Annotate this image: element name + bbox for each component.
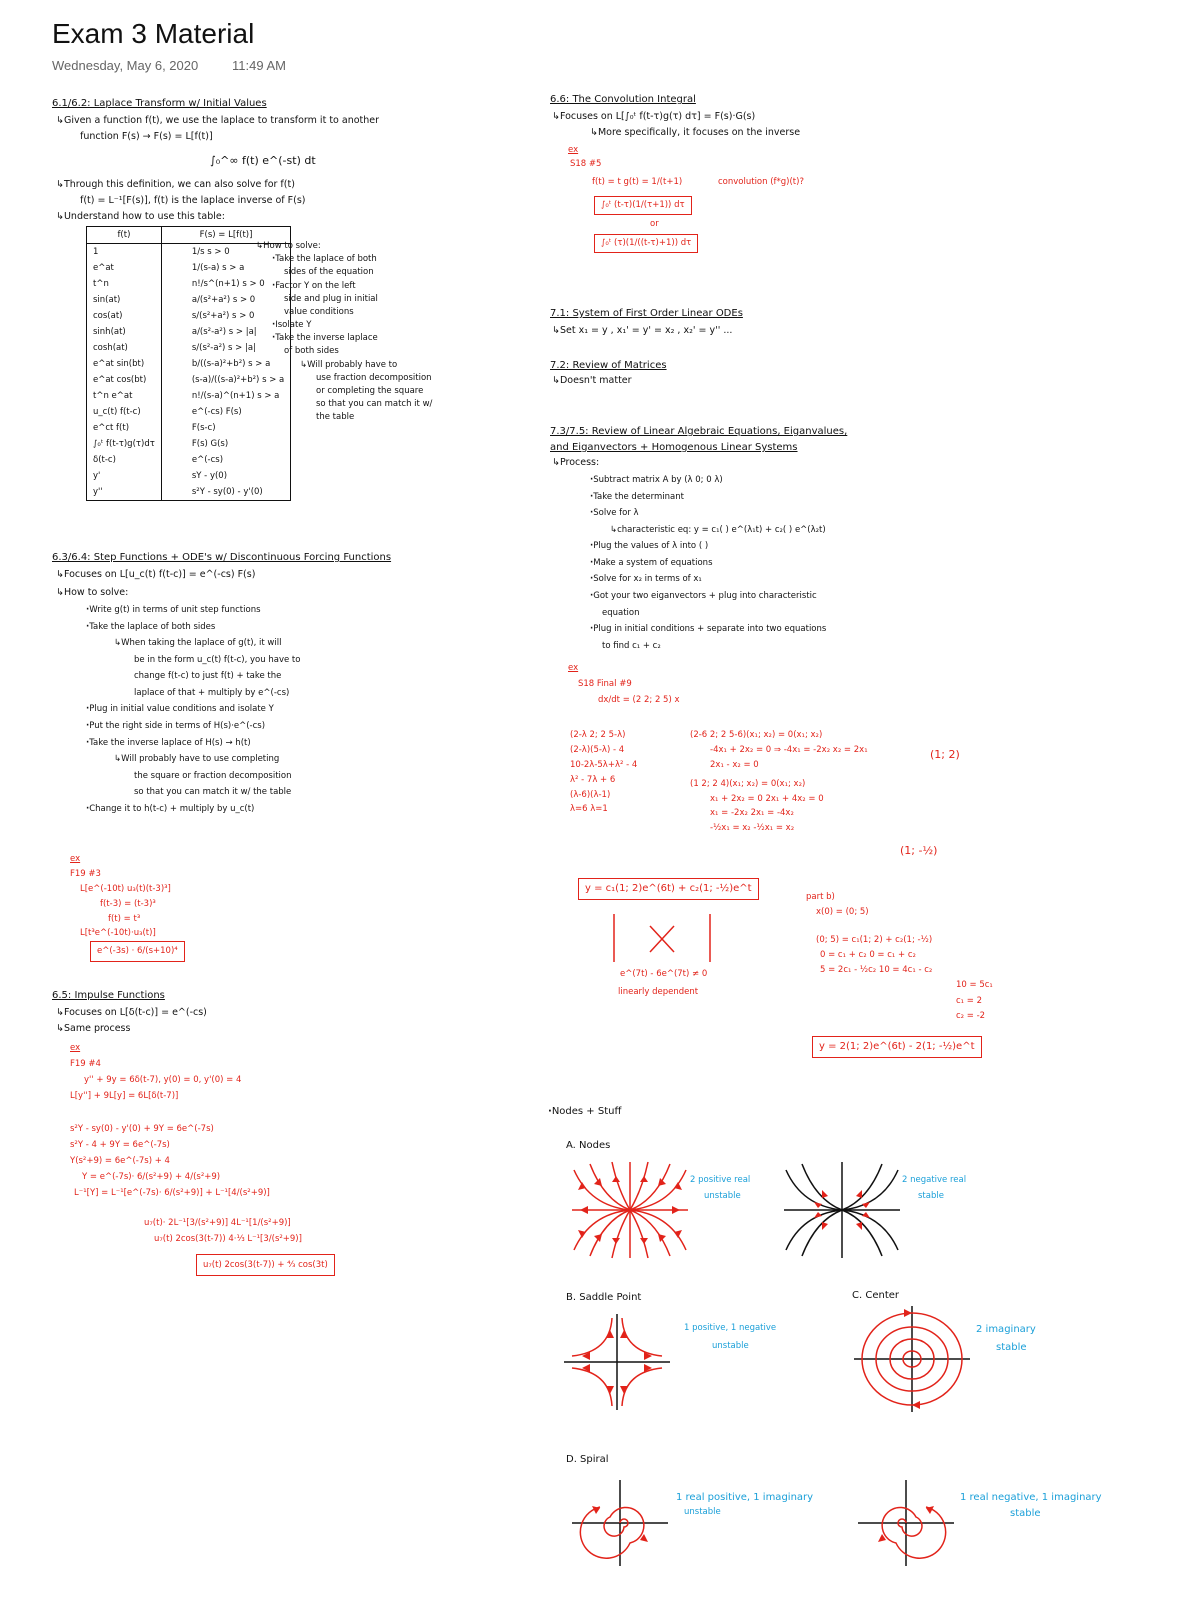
note-line: · Take the determinant [590, 489, 826, 506]
table-cell: F(s-c) [161, 420, 290, 436]
example-line: x₁ = -2x₂ 2x₁ = -4x₂ [710, 808, 794, 819]
nodes-heading: · Nodes + Stuff [548, 1104, 621, 1120]
example-line: y'' + 9y = 6δ(t-7), y(0) = 0, y'(0) = 4 [84, 1075, 242, 1086]
table-cell: δ(t-c) [87, 452, 162, 468]
note-line: ↳ Focuses on L[∫₀ᵗ f(t-τ)g(τ) dτ] = F(s)·G(s) [552, 110, 755, 125]
note-line: ↳ Focuses on L[u_c(t) f(t-c)] = e^(-cs) F(s) [56, 568, 255, 583]
example-line: (2-λ 2; 2 5-λ) [570, 730, 626, 740]
note-line: · Solve for x₂ in terms of x₁ [590, 571, 826, 588]
note-line: or completing the square [316, 385, 424, 396]
note-line: · Got your two eiganvectors + plug into characteristic [590, 588, 826, 605]
example-line: L[t³e^(-10t)·u₃(t)] [80, 928, 156, 939]
saddle-label: B. Saddle Point [566, 1292, 642, 1303]
table-cell: e^ct f(t) [87, 420, 162, 436]
characteristic-work [570, 728, 637, 817]
example-answer-box: e^(-3s) · 6/(s+10)⁴ [90, 941, 185, 962]
example-line: (λ-6)(λ-1) [570, 789, 611, 800]
note-line: so that you can match it w/ the table [134, 787, 292, 798]
note-line: · Take the inverse laplace of H(s) → h(t) [86, 735, 300, 752]
node-caption: 2 negative real [902, 1175, 967, 1185]
example-line: e^(7t) - 6e^(7t) ≠ 0 [620, 969, 708, 979]
part-b-work [806, 890, 993, 1024]
note-line: · Take the laplace of both sides [86, 619, 300, 636]
example-line: S18 Final #9 [578, 679, 632, 689]
eigenvector-1: (1; 2) [930, 748, 960, 761]
example-line: L[e^(-10t) u₃(t)(t-3)³] [80, 883, 171, 894]
example-line: x(0) = (0; 5) [816, 907, 869, 918]
section-heading-matrices: 7.2: Review of Matrices [550, 360, 667, 371]
note-line: ↳ When taking the laplace of g(t), it will [114, 635, 300, 652]
example-line: Y(s²+9) = 6e^(-7s) + 4 [70, 1155, 170, 1166]
example-line: c₁ = 2 [956, 995, 983, 1006]
example-answer-box: u₇(t) 2cos(3(t-7)) + ⁴⁄₃ cos(3t) [196, 1254, 335, 1276]
page-time: 11:49 AM [232, 58, 286, 73]
example-line: f(t) = t g(t) = 1/(t+1) [592, 177, 683, 187]
center-diagram [852, 1304, 972, 1414]
note-line: · Plug the values of λ into ( ) [590, 538, 826, 555]
note-line: · Take the inverse laplace [272, 332, 432, 345]
center-caption: stable [996, 1342, 1027, 1353]
table-cell: sY - y(0) [161, 468, 290, 484]
example-line: u₇(t) 2cos(3(t-7)) 4·⅓ L⁻¹[3/(s²+9)] [154, 1234, 302, 1245]
note-line: · Isolate Y [272, 319, 432, 332]
example-line: λ² - 7λ + 6 [570, 774, 616, 785]
convolution-box-1: ∫₀ᵗ (t-τ)(1/(τ+1)) dτ [594, 196, 692, 215]
table-cell: 1/(s-a) s > a [161, 260, 290, 276]
table-cell: t^n e^at [87, 388, 162, 404]
spiral-caption: stable [1010, 1508, 1041, 1519]
node-caption: unstable [704, 1191, 741, 1201]
example-line: Y = e^(-7s)· 6/(s²+9) + 4/(s²+9) [82, 1171, 221, 1182]
node-caption: stable [918, 1191, 944, 1201]
stable-spiral-diagram [856, 1478, 956, 1568]
example-line: 10-2λ-5λ+λ² - 4 [570, 759, 638, 770]
note-line: ↳ Focuses on L[δ(t-c)] = e^(-cs) [56, 1006, 207, 1021]
eigen-process-steps [590, 472, 826, 654]
example-line: (2-6 2; 2 5-6)(x₁; x₂) = 0(x₁; x₂) [690, 730, 823, 740]
example-line: c₂ = -2 [956, 1011, 986, 1022]
note-line: ↳ Understand how to use this table: [56, 210, 225, 225]
center-caption: 2 imaginary [976, 1324, 1036, 1335]
note-line: · Solve for λ [590, 505, 826, 522]
note-line: the square or fraction decomposition [134, 770, 292, 781]
note-line: ↳ Given a function f(t), we use the laplace to transform it to another [56, 114, 379, 129]
section-heading-step-functions: 6.3/6.4: Step Functions + ODE's w/ Discontinuous Forcing Functions [52, 552, 392, 563]
example-label: ex [70, 854, 81, 864]
wronskian-matrix [610, 912, 720, 964]
note-line: · Make a system of equations [590, 555, 826, 572]
note-line: ↳ Through this definition, we can also solve for f(t) [56, 178, 295, 193]
table-cell: s/(s²+a²) s > 0 [161, 308, 290, 324]
section-heading-eigen-2: and Eiganvectors + Homogenous Linear Systems [550, 442, 798, 453]
note-line: ↳ Will probably have to [300, 359, 432, 372]
note-line: function F(s) → F(s) = L[f(t)] [80, 131, 213, 142]
note-line: · Factor Y on the left [272, 280, 432, 293]
example-f19-3 [70, 852, 185, 962]
table-cell: n!/s^(n+1) s > 0 [161, 276, 290, 292]
saddle-point-diagram [562, 1312, 672, 1412]
note-line: value conditions [284, 306, 354, 317]
note-line: ↳ How to solve: [56, 586, 128, 601]
convolution-box-2: ∫₀ᵗ (τ)(1/((t-τ)+1)) dτ [594, 234, 698, 253]
note-line: · Take the laplace of both [272, 253, 432, 266]
section-heading-laplace: 6.1/6.2: Laplace Transform w/ Initial Values [52, 98, 267, 109]
example-line: S18 #5 [570, 159, 602, 169]
example-line: 0 = c₁ + c₂ 0 = c₁ + c₂ [820, 949, 916, 960]
table-cell: e^at cos(bt) [87, 372, 162, 388]
example-line: λ=6 λ=1 [570, 804, 608, 815]
table-cell: e^at [87, 260, 162, 276]
note-line: · Put the right side in terms of H(s)·e^(-cs) [86, 718, 300, 735]
example-line: 10 = 5c₁ [956, 980, 993, 991]
table-row [87, 484, 291, 501]
saddle-caption: 1 positive, 1 negative [684, 1323, 777, 1333]
example-line: (2-λ)(5-λ) - 4 [570, 744, 625, 755]
spiral-caption: 1 real negative, 1 imaginary [960, 1492, 1102, 1503]
section-heading-convolution: 6.6: The Convolution Integral [550, 94, 696, 105]
unstable-node-diagram [570, 1160, 690, 1260]
table-cell: n!/(s-a)^(n+1) s > a [161, 388, 290, 404]
example-line: 2x₁ - x₂ = 0 [710, 759, 759, 770]
table-cell: y'' [87, 484, 162, 501]
table-header-cell: F(s) = L[f(t)] [161, 227, 290, 244]
table-row [87, 452, 291, 468]
table-cell: (s-a)/((s-a)²+b²) s > a [161, 372, 290, 388]
table-cell: y' [87, 468, 162, 484]
table-cell: s²Y - sy(0) - y'(0) [161, 484, 290, 501]
example-line: -½x₁ = x₂ -½x₁ = x₂ [710, 823, 795, 834]
example-line: f(t) = t³ [108, 913, 141, 924]
table-cell: cos(at) [87, 308, 162, 324]
example-line: s²Y - 4 + 9Y = 6e^(-7s) [70, 1139, 170, 1150]
example-line: (1 2; 2 4)(x₁; x₂) = 0(x₁; x₂) [690, 778, 806, 789]
note-line: laplace of that + multiply by e^(-cs) [134, 687, 290, 698]
example-line: dx/dt = (2 2; 2 5) x [598, 695, 680, 705]
example-line: -4x₁ + 2x₂ = 0 ⇒ -4x₁ = -2x₂ x₂ = 2x₁ [710, 744, 868, 755]
eigenvector-2: (1; -½) [900, 844, 938, 857]
table-header-cell: f(t) [87, 227, 162, 244]
note-line: ↳ More specifically, it focuses on the inverse [590, 126, 800, 141]
general-solution-box: y = c₁(1; 2)e^(6t) + c₂(1; -½)e^t [578, 878, 759, 900]
section-heading-eigen: 7.3/7.5: Review of Linear Algebraic Equations, Eiganvalues, [550, 426, 848, 437]
note-line: be in the form u_c(t) f(t-c), you have to [134, 654, 301, 665]
table-cell: 1/s s > 0 [161, 244, 290, 261]
note-line: ↳ How to solve: [256, 240, 432, 253]
example-line: f(t-3) = (t-3)³ [100, 898, 156, 909]
example-line: L⁻¹[Y] = L⁻¹[e^(-7s)· 6/(s²+9)] + L⁻¹[4/(s²+9)] [74, 1188, 270, 1199]
table-cell: 1 [87, 244, 162, 261]
example-line: s²Y - sy(0) - y'(0) + 9Y = 6e^(-7s) [70, 1123, 214, 1134]
example-f19-4 [70, 1040, 335, 1276]
note-line: ↳ characteristic eq: y = c₁( ) e^(λ₁t) + c₂( ) e^(λ₂t) [610, 522, 826, 539]
table-cell: b/((s-a)²+b²) s > a [161, 356, 290, 372]
spiral-caption: unstable [684, 1507, 721, 1517]
example-line: u₇(t)· 2L⁻¹[3/(s²+9)] 4L⁻¹[1/(s²+9)] [144, 1218, 291, 1229]
table-cell: a/(s²-a²) s > |a| [161, 324, 290, 340]
section-heading-impulse: 6.5: Impulse Functions [52, 990, 165, 1001]
note-line: change f(t-c) to just f(t) + take the [134, 671, 282, 682]
center-label: C. Center [852, 1290, 899, 1301]
note-line: use fraction decomposition [316, 372, 432, 383]
table-cell: e^(-cs) [161, 452, 290, 468]
particular-solution-box: y = 2(1; 2)e^(6t) - 2(1; -½)e^t [812, 1036, 982, 1058]
example-line: L[y''] + 9L[y] = 6L[δ(t-7)] [70, 1091, 179, 1102]
how-to-solve-list [256, 240, 432, 424]
table-cell: sin(at) [87, 292, 162, 308]
table-cell: s/(s²-a²) s > |a| [161, 340, 290, 356]
note-line: ↳ Doesn't matter [552, 374, 632, 389]
node-caption: 2 positive real [690, 1175, 751, 1185]
stable-node-diagram [782, 1160, 902, 1260]
example-line: part b) [806, 892, 835, 902]
note-line: equation [602, 607, 640, 618]
table-cell: e^(-cs) F(s) [161, 404, 290, 420]
saddle-caption: unstable [712, 1341, 749, 1351]
table-row [87, 436, 291, 452]
example-line: (0; 5) = c₁(1; 2) + c₂(1; -½) [816, 934, 933, 945]
table-cell: a/(s²+a²) s > 0 [161, 292, 290, 308]
note-line: · Write g(t) in terms of unit step functions [86, 602, 300, 619]
note-line: the table [316, 412, 355, 423]
spiral-caption: 1 real positive, 1 imaginary [676, 1492, 814, 1503]
note-line: ↳ Set x₁ = y , x₁' = y' = x₂ , x₂' = y'' ... [552, 324, 732, 339]
table-cell: F(s) G(s) [161, 436, 290, 452]
example-line: or [650, 219, 659, 229]
note-line: sides of the equation [284, 267, 374, 278]
note-line: so that you can match it w/ [316, 399, 433, 410]
note-line: · Plug in initial value conditions and isolate Y [86, 701, 300, 718]
laplace-integral: ∫₀^∞ f(t) e^(-st) dt [210, 154, 316, 167]
note-line: side and plug in initial [284, 293, 378, 304]
note-line: ↳ Same process [56, 1022, 130, 1037]
example-line: linearly dependent [618, 987, 699, 997]
note-line: ↳ Process: [552, 456, 599, 471]
example-line: 5 = 2c₁ - ½c₂ 10 = 4c₁ - c₂ [820, 965, 933, 976]
spiral-label: D. Spiral [566, 1454, 609, 1465]
section-heading-systems: 7.1: System of First Order Linear ODEs [550, 308, 743, 319]
eigenvector-work [690, 728, 868, 836]
example-line: x₁ + 2x₂ = 0 2x₁ + 4x₂ = 0 [710, 793, 824, 804]
example-line: F19 #4 [70, 1059, 101, 1070]
note-line: ↳ Will probably have to use completing [114, 751, 300, 768]
unstable-spiral-diagram [570, 1478, 670, 1568]
nodes-label: A. Nodes [566, 1140, 611, 1151]
page-date: Wednesday, May 6, 2020 [52, 58, 199, 73]
note-line: f(t) = L⁻¹[F(s)], f(t) is the laplace inverse of F(s) [80, 195, 306, 206]
note-line: · Plug in initial conditions + separate into two equations [590, 621, 826, 638]
step-function-steps [86, 602, 300, 817]
table-cell: t^n [87, 276, 162, 292]
example-line: convolution (f*g)(t)? [718, 177, 804, 187]
example-label: ex [568, 663, 579, 673]
example-label: ex [70, 1043, 81, 1053]
note-line: · Change it to h(t-c) + multiply by u_c(t) [86, 801, 300, 818]
table-cell: ∫₀ᵗ f(t-τ)g(τ)dτ [87, 436, 162, 452]
table-row [87, 468, 291, 484]
table-cell: cosh(at) [87, 340, 162, 356]
note-line: to find c₁ + c₂ [602, 640, 661, 651]
table-cell: sinh(at) [87, 324, 162, 340]
table-cell: e^at sin(bt) [87, 356, 162, 372]
table-cell: u_c(t) f(t-c) [87, 404, 162, 420]
page-title: Exam 3 Material [52, 18, 255, 49]
example-line: F19 #3 [70, 868, 101, 879]
example-label: ex [568, 145, 579, 155]
note-line: of both sides [284, 346, 339, 357]
note-line: · Subtract matrix A by (λ 0; 0 λ) [590, 472, 826, 489]
